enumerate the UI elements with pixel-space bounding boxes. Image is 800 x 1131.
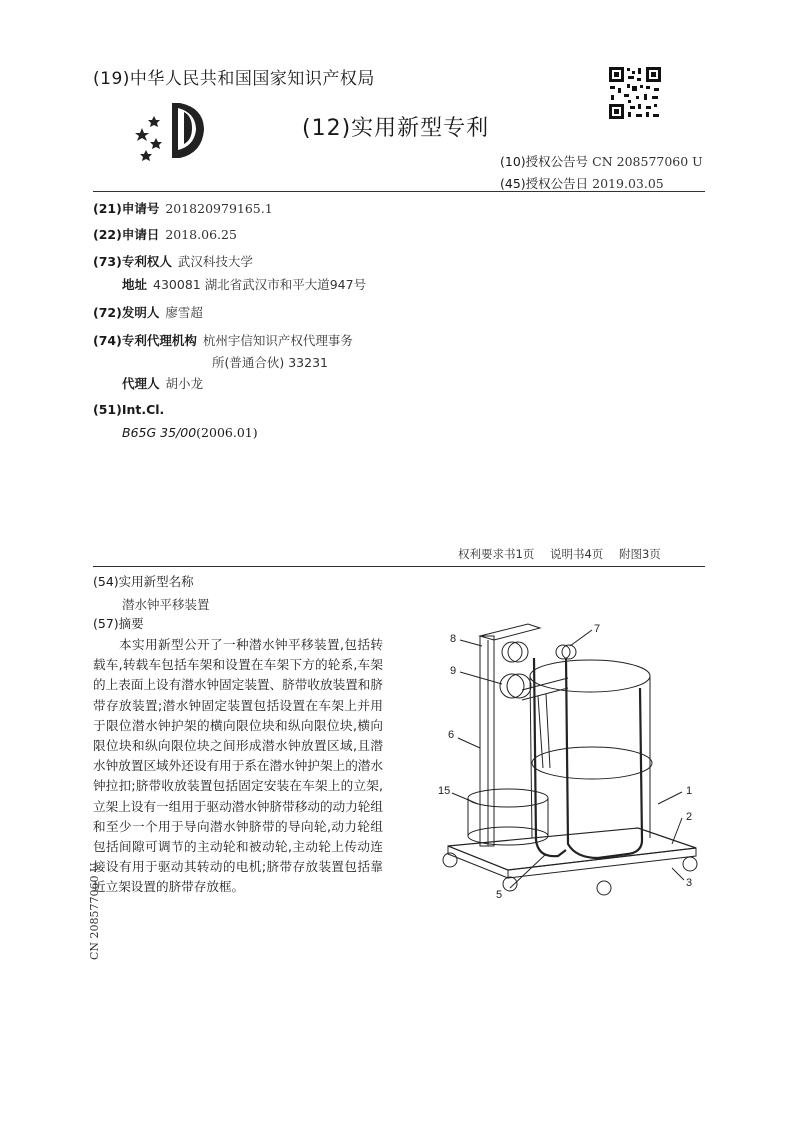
inventor: 廖雪超 bbox=[165, 305, 203, 320]
utility-model-title-label: (54)实用新型名称 bbox=[93, 574, 194, 589]
publication-number-label: (10)授权公告号 bbox=[500, 154, 589, 169]
publication-number: CN 208577060 U bbox=[592, 154, 703, 169]
address: 430081 湖北省武汉市和平大道947号 bbox=[153, 277, 367, 292]
address-field bbox=[122, 275, 366, 293]
side-publication-code: CN 208577060 U bbox=[88, 862, 101, 960]
publication-date-row bbox=[500, 174, 664, 192]
utility-model-title: 潜水钟平移装置 bbox=[122, 597, 210, 612]
ref-label-3: 3 bbox=[686, 877, 693, 889]
ipc-label-field bbox=[93, 402, 164, 417]
ref-label-7: 7 bbox=[594, 623, 601, 635]
filing-date: 2018.06.25 bbox=[165, 227, 237, 242]
patentee: 武汉科技大学 bbox=[177, 254, 253, 269]
publication-date: 2019.03.05 bbox=[592, 176, 664, 191]
agency-label: (74)专利代理机构 bbox=[93, 333, 197, 348]
device-drawing bbox=[428, 618, 718, 908]
abstract-label: (57)摘要 bbox=[93, 616, 144, 631]
ref-label-6: 6 bbox=[448, 729, 455, 741]
application-number-field bbox=[93, 199, 273, 217]
ref-label-2: 2 bbox=[686, 811, 693, 823]
description-pages: 说明书4页 bbox=[549, 547, 604, 561]
header-divider bbox=[93, 191, 705, 192]
patentee-label: (73)专利权人 bbox=[93, 254, 172, 269]
ref-label-8: 8 bbox=[450, 633, 457, 645]
ref-label-9: 9 bbox=[450, 665, 457, 677]
agent-field bbox=[122, 374, 203, 392]
ref-label-1: 1 bbox=[686, 785, 693, 797]
agent-label: 代理人 bbox=[122, 376, 160, 391]
application-number-label: (21)申请号 bbox=[93, 201, 160, 216]
drawings-pages: 附图3页 bbox=[618, 547, 661, 561]
claims-pages: 权利要求书1页 bbox=[458, 547, 535, 561]
document-type: (12)实用新型专利 bbox=[302, 116, 490, 141]
page-counts bbox=[458, 546, 673, 562]
application-number: 201820979165.1 bbox=[165, 201, 273, 216]
abstract-text: 本实用新型公开了一种潜水钟平移装置,包括转载车,转载车包括车架和设置在车架下方的轮系,车架的上表面上设有潜水钟固定装置、脐带收放装置和脐带存放装置;潜水钟固定装置包括设置在车架上并用于限位潜水钟护架的横向限位块和纵向限位块,横向限位块和纵向限位块之间形成潜水钟放置区域,且潜水钟放置区域外还设有用于系在潜水钟护架上的潜水钟拉扣;脐带收放装置包括固定安装在车架上的立架,立架上设有一组用于驱动潜水钟脐带移动的动力轮组和至少一个用于导向潜水钟脐带的导向轮,动力轮组包括间隙可调节的主动轮和被动轮,主动轮上传动连接设有用于驱动其转动的电机;脐带存放装置包括靠近立架设置的脐带存放框。 bbox=[93, 637, 383, 895]
agent: 胡小龙 bbox=[165, 376, 204, 391]
ref-label-5: 5 bbox=[496, 889, 503, 901]
agency-line-2: 所(普通合伙) 33231 bbox=[212, 355, 328, 370]
agency-line-2-row bbox=[212, 353, 328, 371]
inventor-field bbox=[93, 303, 203, 321]
section-divider bbox=[93, 566, 705, 567]
publication-date-label: (45)授权公告日 bbox=[500, 176, 589, 191]
qr-code-icon bbox=[608, 66, 662, 120]
ref-label-15: 15 bbox=[438, 785, 451, 797]
address-label: 地址 bbox=[122, 277, 148, 292]
agency-field bbox=[93, 331, 353, 349]
patentee-field bbox=[93, 252, 253, 270]
cnipa-logo-icon bbox=[132, 98, 232, 168]
office-name: (19)中华人民共和国国家知识产权局 bbox=[93, 69, 375, 89]
filing-date-field bbox=[93, 225, 237, 243]
ipc-code: B65G 35/00 bbox=[122, 425, 197, 440]
filing-date-label: (22)申请日 bbox=[93, 227, 160, 242]
ipc-version: (2006.01) bbox=[196, 425, 258, 440]
inventor-label: (72)发明人 bbox=[93, 305, 160, 320]
publication-number-row bbox=[500, 152, 703, 170]
ipc-classification bbox=[122, 425, 258, 440]
agency-line-1: 杭州宇信知识产权代理事务 bbox=[202, 333, 353, 348]
ipc-label: (51)Int.Cl. bbox=[93, 402, 165, 417]
